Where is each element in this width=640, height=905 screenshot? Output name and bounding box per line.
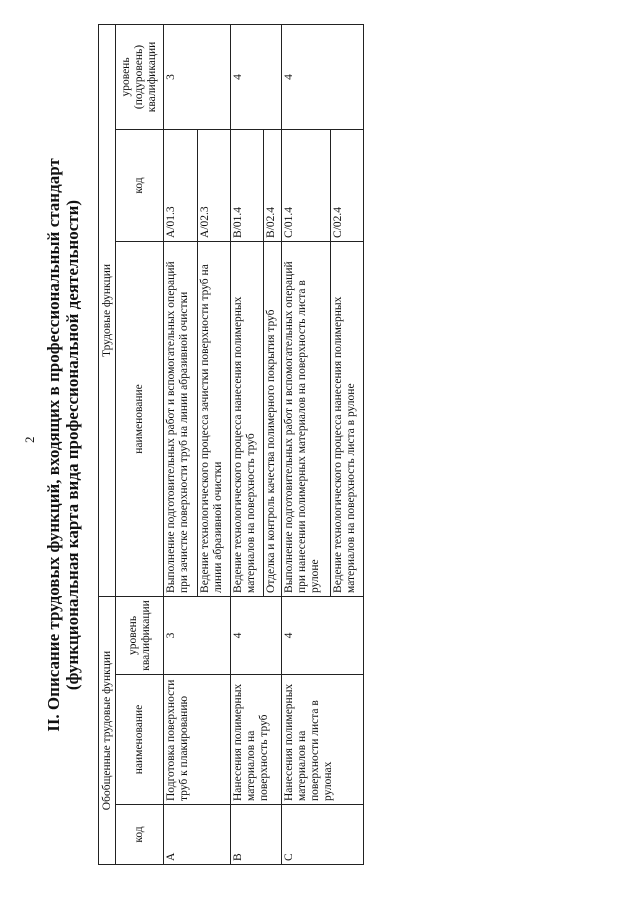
group-level: 3 <box>164 596 231 674</box>
function-name: Выполнение подготовительных работ и вспомогательных операций при нанесении полимерных материалов на поверхность листа в рулоне <box>282 241 330 596</box>
header-level: уровень квалификации <box>116 596 164 674</box>
title-line-2: (функциональная карта вида профессиональной деятельности) <box>63 199 82 691</box>
function-code: A/01.3 <box>164 129 197 241</box>
function-code: C/01.4 <box>282 129 330 241</box>
group-name: Нанесения полимерных материалов на поверхности листа в рулонах <box>282 675 364 805</box>
header-name: наименование <box>116 675 164 805</box>
group-code: C <box>282 805 364 865</box>
table-row <box>230 24 263 864</box>
page-number: 2 <box>22 436 37 443</box>
functional-map-table <box>98 24 364 865</box>
header-sublevel: уровень (подуровень) квалификации <box>116 24 164 129</box>
header-generalized-functions: Обобщенные трудовые функции <box>99 596 116 864</box>
function-name: Ведение технологического процесса зачистки поверхности труб на линии абразивной очистки <box>197 241 230 596</box>
function-code: A/02.3 <box>197 129 230 241</box>
function-code: B/01.4 <box>230 129 263 241</box>
function-sublevel: 3 <box>164 24 231 129</box>
group-code: A <box>164 805 231 865</box>
table-row <box>282 24 330 864</box>
function-name: Отделка и контроль качества полимерного покрытия труб <box>264 241 282 596</box>
header-code: код <box>116 805 164 865</box>
group-name: Подготовка поверхности труб к плакированию <box>164 675 231 805</box>
header-function-name: наименование <box>116 241 164 596</box>
function-name: Ведение технологического процесса нанесения полимерных материалов на поверхность листа в рулоне <box>330 241 363 596</box>
title-line-1: II. Описание трудовых функций, входящих в профессиональный стандарт <box>44 158 63 732</box>
header-labor-functions: Трудовые функции <box>99 24 116 596</box>
function-name: Выполнение подготовительных работ и вспомогательных операций при зачистке поверхности труб на линии абразивной очистки <box>164 241 197 596</box>
table-row <box>164 24 197 864</box>
header-row-2 <box>116 24 164 864</box>
function-code: C/02.4 <box>330 129 363 241</box>
function-name: Ведение технологического процесса нанесения полимерных материалов на поверхность труб <box>230 241 263 596</box>
page-title <box>44 25 82 865</box>
function-sublevel: 4 <box>230 24 282 129</box>
group-code: B <box>230 805 282 865</box>
header-row-1 <box>99 24 116 864</box>
group-name: Нанесения полимерных материалов на поверхность труб <box>230 675 282 805</box>
group-level: 4 <box>282 596 364 674</box>
function-sublevel: 4 <box>282 24 364 129</box>
group-level: 4 <box>230 596 282 674</box>
header-function-code: код <box>116 129 164 241</box>
function-code: B/02.4 <box>264 129 282 241</box>
